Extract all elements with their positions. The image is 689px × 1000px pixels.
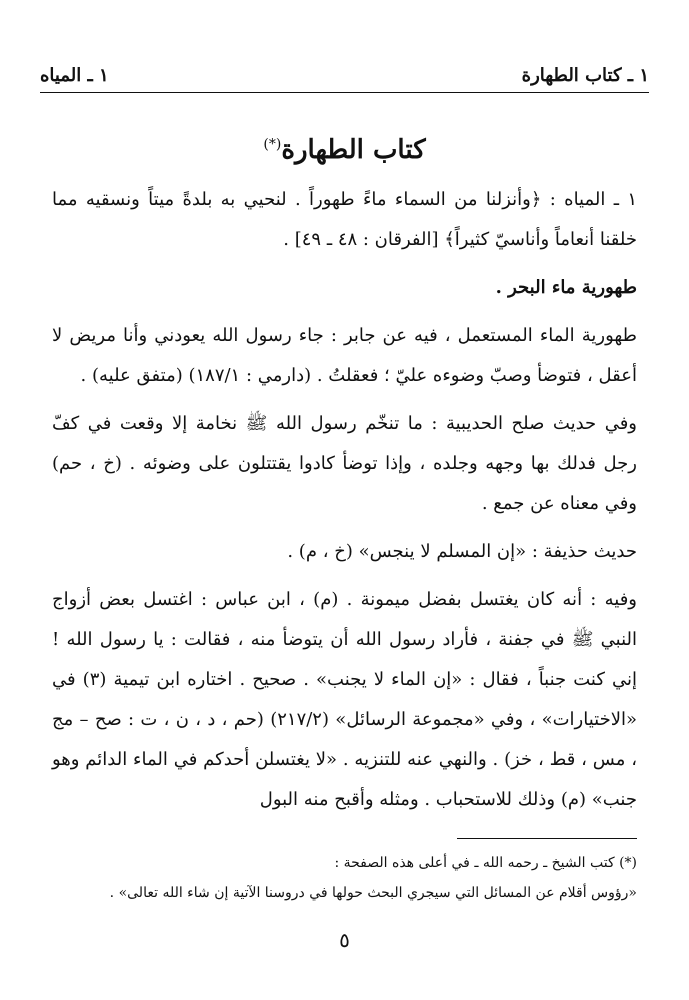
chapter-title-text: كتاب الطهارة — [281, 135, 426, 165]
footnote: (*) كتب الشيخ ـ رحمه الله ـ في أعلى هذه الصفحة : — [334, 855, 637, 871]
footnotes — [52, 848, 637, 908]
running-header-section: ١ ـ المياه — [40, 65, 109, 86]
chapter-title — [0, 135, 689, 165]
body-text — [52, 180, 637, 828]
page-number: ٥ — [339, 928, 350, 952]
paragraph: طهورية الماء المستعمل ، فيه عن جابر : جاء رسول الله يعودني وأنا مريض لا أعقل ، فتوضأ وصبّ وضوءه عليّ ؛ فعقلتُ . (دارمي : ١٨٧/١) (متفق عليه) . — [52, 325, 637, 386]
paragraph: وفيه : أنه كان يغتسل بفضل ميمونة . (م) ، ابن عباس : اغتسل بعض أزواج النبي ﷺ في جفنة ، فأراد رسول الله أن يتوضأ منه ، فقالت : يا رسول الله ! إني كنت جنباً ، فقال : «إن الماء لا يجنب» . صحيح . اختاره ابن تيمية (٣) في «الاختيارات» ، وفي «مجموعة الرسائل» (٢١٧/٢) (حم ، د ، ن ، ت : صح – مج ، مس ، قط ، خز) . والنهي عنه للتنزيه . «لا يغتسلن أحدكم في الماء الدائم وهو جنب» (م) وذلك للاستحباب . ومثله وأقبح منه البول — [52, 589, 637, 810]
footnote-rule — [457, 838, 637, 839]
header-rule — [40, 92, 649, 93]
running-header — [40, 56, 649, 86]
paragraph: حديث حذيفة : «إن المسلم لا ينجس» (خ ، م) . — [287, 541, 637, 562]
running-header-chapter: ١ ـ كتاب الطهارة — [521, 65, 649, 86]
footnote: «رؤوس أقلام عن المسائل التي سيجري البحث حولها في دروسنا الآتية إن شاء الله تعالى» . — [109, 885, 637, 901]
paragraph: وفي حديث صلح الحديبية : ما تنخّم رسول الله ﷺ نخامة إلا وقعت في كفّ رجل فدلك بها وجهه وجلده ، وإذا توضأ كادوا يقتتلون على وضوئه . (خ ، حم) وفي معناه عن جمع . — [52, 413, 637, 514]
paragraph: ١ ـ المياه : ﴿وأنزلنا من السماء ماءً طهوراً . لنحيي به بلدةً ميتاً ونسقيه مما خلقنا أنعاماً وأناسيّ كثيراً﴾ [الفرقان : ٤٨ ـ ٤٩] . — [52, 189, 637, 250]
paragraph: طهورية ماء البحر . — [495, 277, 637, 298]
footnote-mark: (*) — [263, 136, 282, 153]
